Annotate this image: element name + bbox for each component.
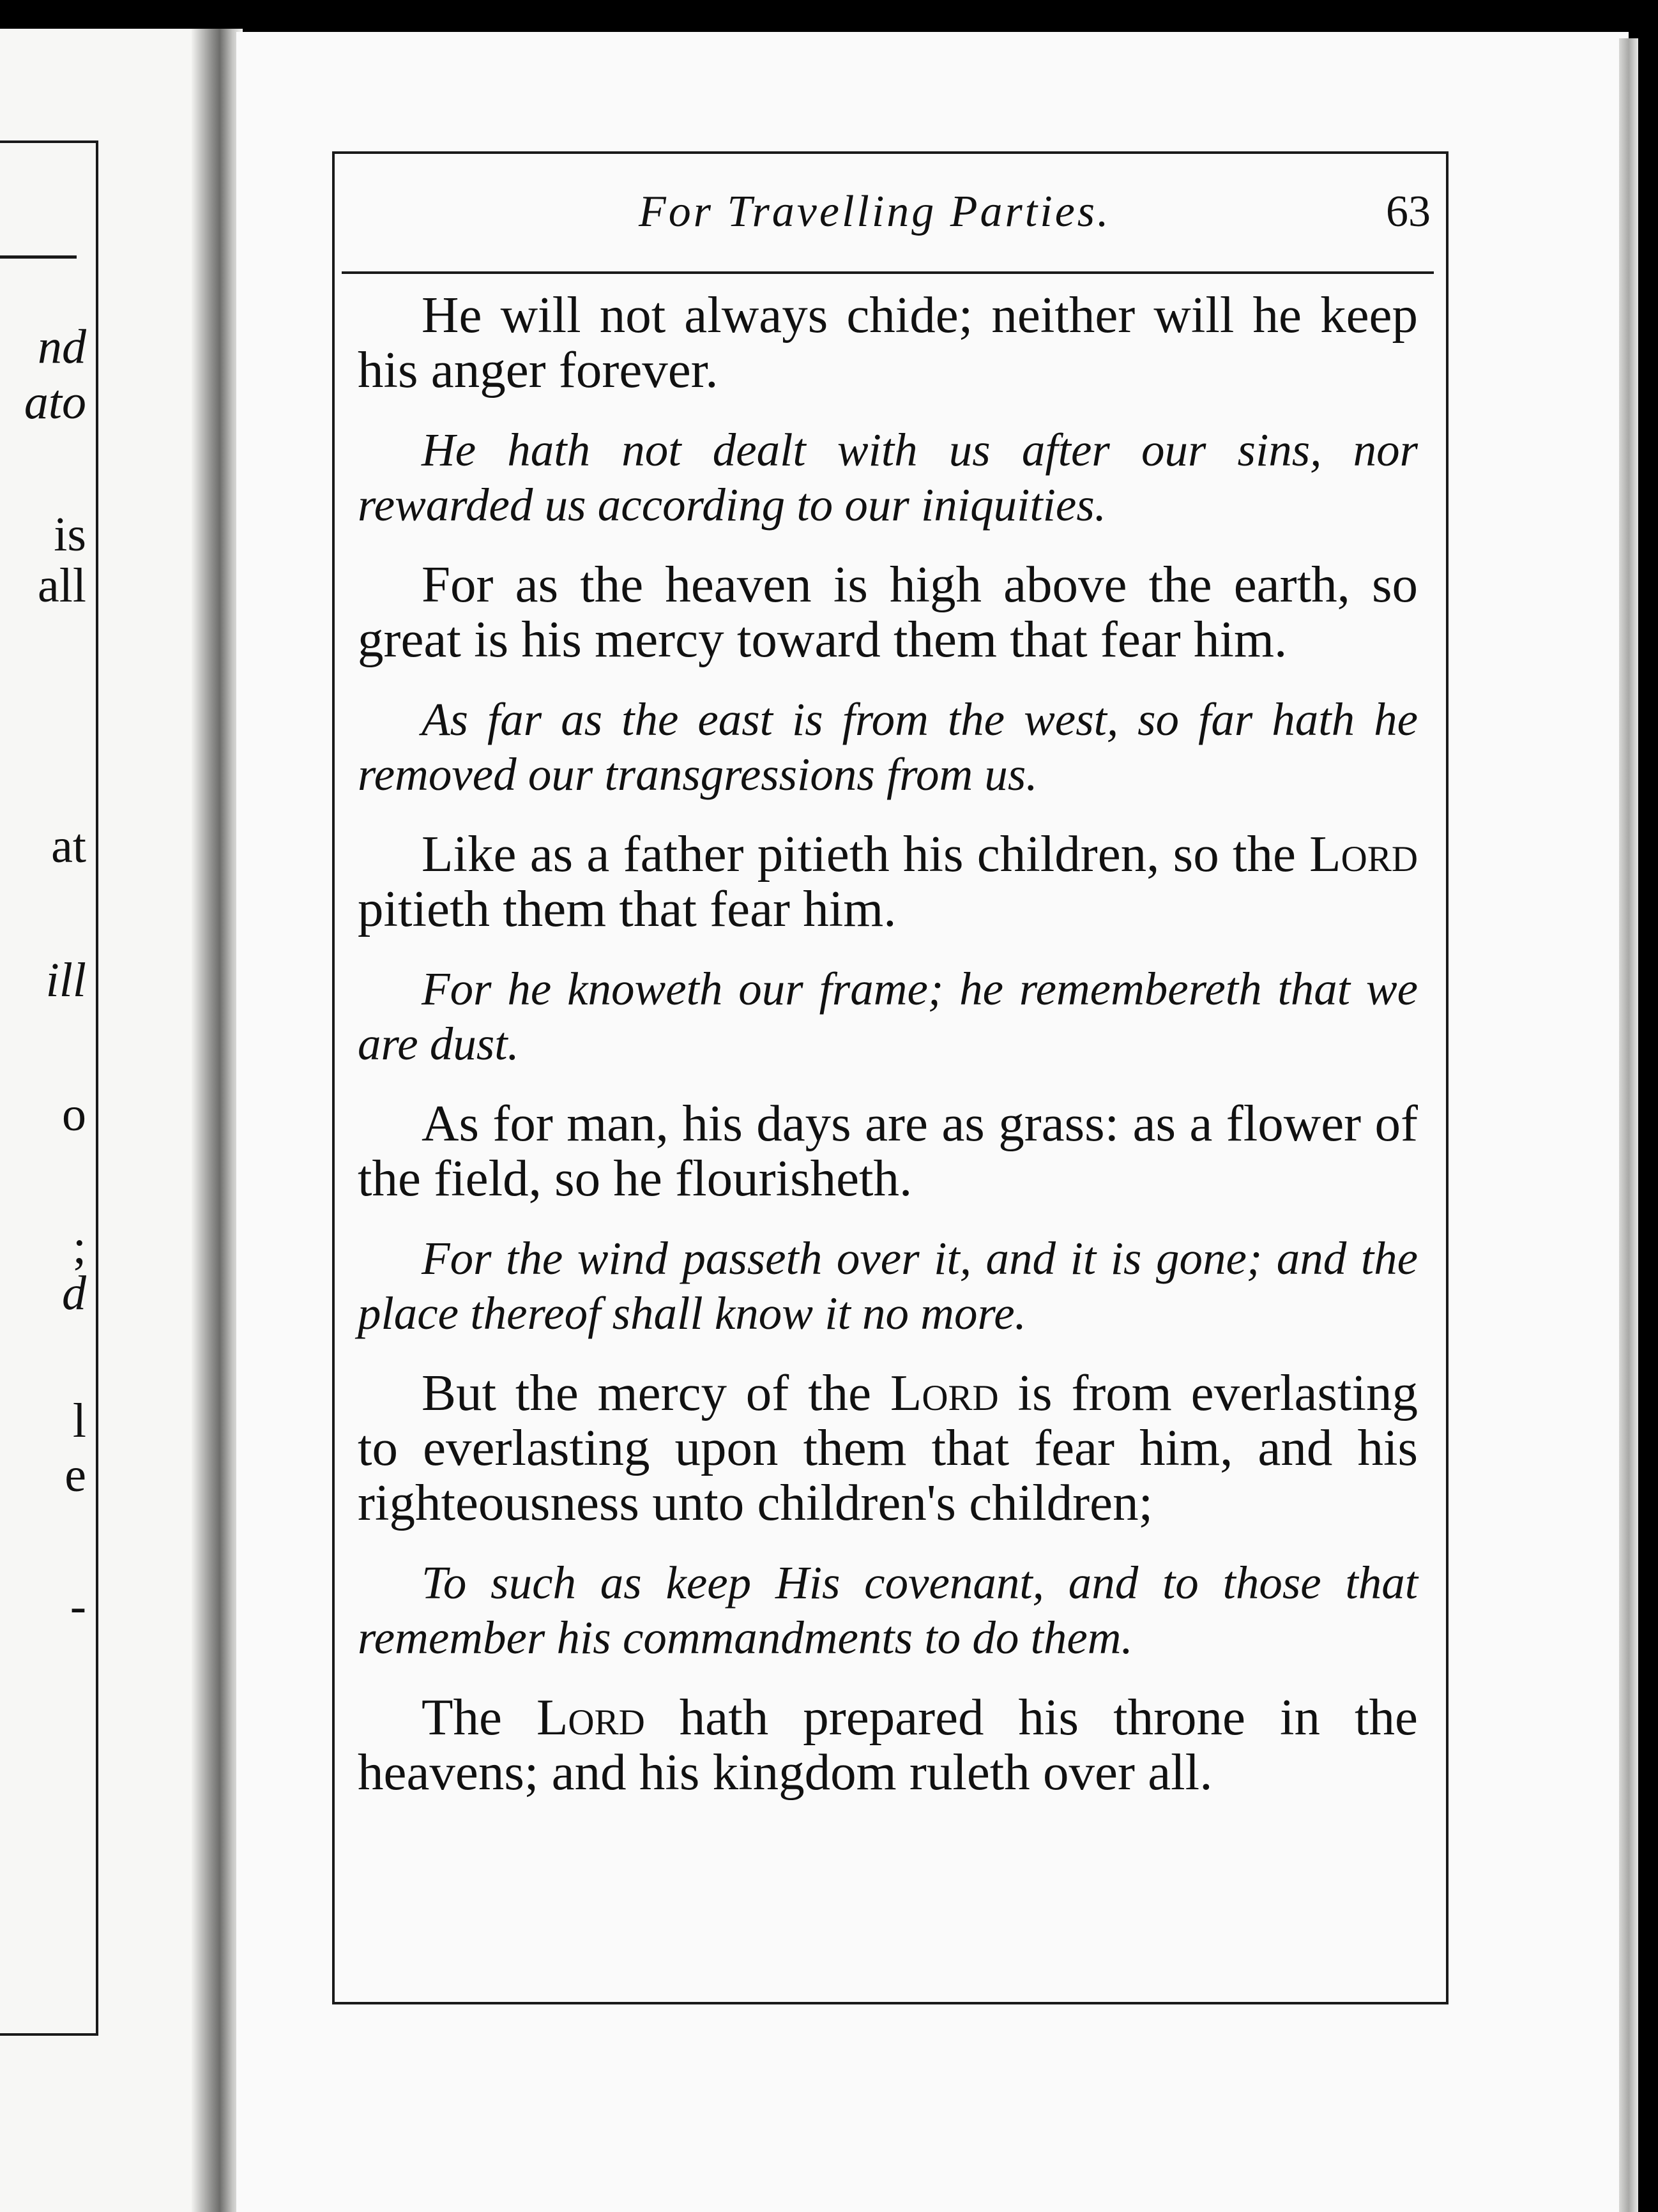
verse-roman: He will not always chide; neither will he keep his anger forever. — [358, 286, 1418, 398]
previous-page-fragment: ato — [24, 377, 86, 428]
verse-response-italic: For the wind passeth over it, and it is gone; and the place thereof shall know it no more. — [358, 1232, 1418, 1339]
running-title: For Travelling Parties. — [639, 187, 1111, 236]
divine-name-small-caps: Lord — [1309, 825, 1418, 883]
verse-response-italic: He hath not dealt with us after our sins, nor rewarded us according to our iniquities. — [358, 424, 1418, 531]
verse-response-italic: As far as the east is from the west, so far hath he removed our transgressions from us. — [358, 693, 1418, 800]
previous-page-fragment: ill — [45, 955, 86, 1006]
previous-page-fragment: - — [70, 1580, 86, 1632]
verse-roman: Like as a father pitieth his children, so the Lord pitieth them that fear him. — [358, 825, 1418, 937]
previous-page-fragment: nd — [38, 321, 86, 372]
previous-page — [0, 29, 214, 2212]
running-header — [639, 186, 1431, 238]
previous-page-fragment: is — [54, 509, 86, 560]
previous-page-fragment: at — [51, 821, 86, 872]
header-rule — [342, 271, 1434, 274]
previous-page-fragment: d — [62, 1268, 86, 1319]
verse-roman: The Lord hath prepared his throne in the heavens; and his kingdom ruleth over all. — [358, 1688, 1418, 1801]
previous-page-header-rule — [0, 255, 77, 259]
verse-response-italic: To such as keep His covenant, and to those that remember his commandments to do them. — [358, 1557, 1418, 1663]
divine-name-small-caps: Lord — [536, 1688, 645, 1746]
previous-page-fragment: e — [65, 1450, 86, 1501]
divine-name-small-caps: Lord — [890, 1364, 999, 1421]
verse-roman: But the mercy of the Lord is from everlasting to everlasting upon them that fear him, and his righteousness unto children's children; — [358, 1364, 1418, 1531]
previous-page-fragment: ; — [72, 1222, 86, 1273]
previous-page-fragment: all — [38, 560, 86, 611]
verse-roman: As for man, his days are as grass: as a flower of the field, so he flourisheth. — [358, 1095, 1418, 1207]
page-edges — [1619, 38, 1638, 2212]
previous-page-fragment: l — [72, 1395, 86, 1446]
psalm-text — [358, 287, 1418, 1825]
previous-page-fragment: o — [62, 1089, 86, 1140]
book-gutter — [192, 29, 243, 2212]
verse-roman: For as the heaven is high above the earth, so great is his mercy toward them that fear him. — [358, 556, 1418, 668]
page-number: 63 — [1386, 187, 1431, 236]
verse-response-italic: For he knoweth our frame; he remembereth that we are dust. — [358, 963, 1418, 1070]
